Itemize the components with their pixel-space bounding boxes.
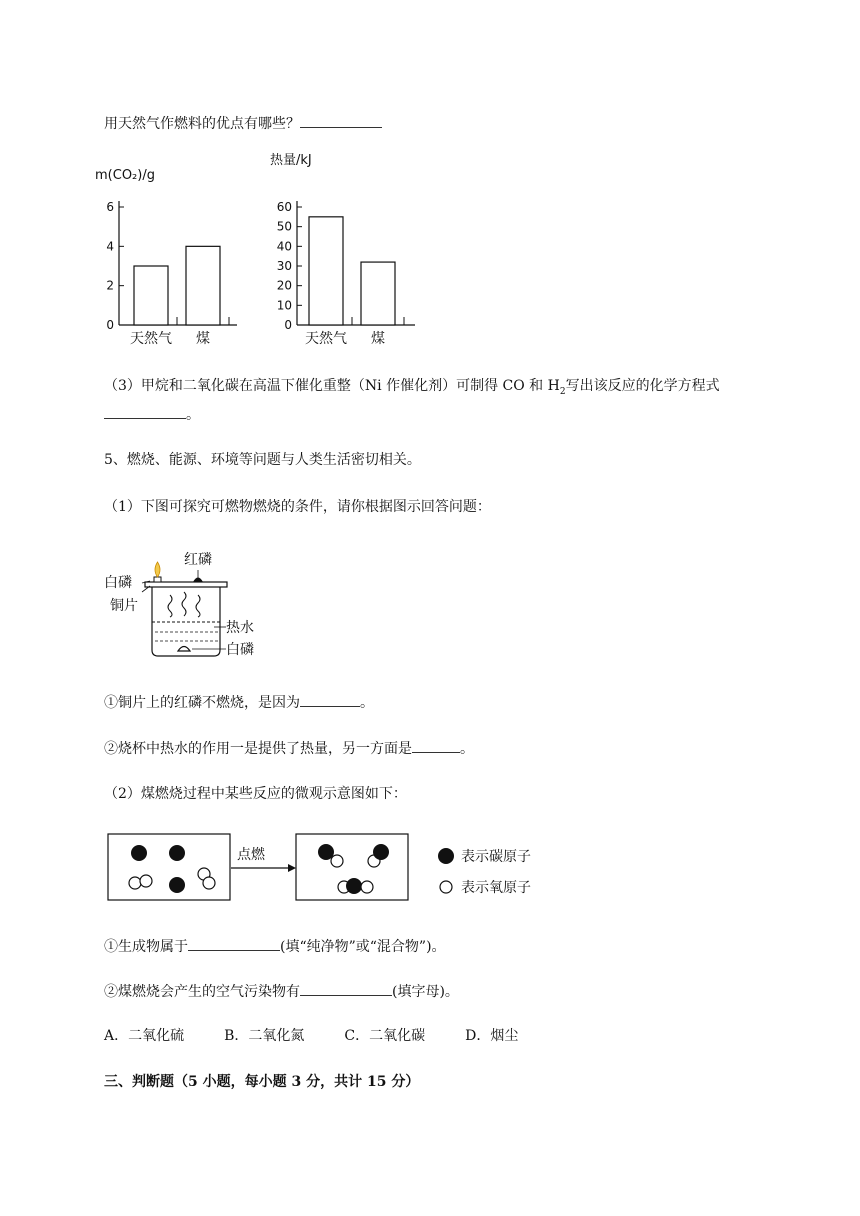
flame-icon — [155, 562, 160, 577]
y-tick-label: 4 — [106, 239, 114, 254]
y-axis-label: 热量/kJ — [270, 153, 312, 168]
answer-blank[interactable] — [188, 936, 280, 951]
carbon-atom-icon — [438, 848, 454, 864]
y-tick-label: 30 — [276, 259, 292, 273]
bar — [309, 217, 343, 325]
answer-blank[interactable] — [104, 404, 186, 419]
question-5-2-b: ②煤燃烧会产生的空气污染物有 (填字母)。 — [104, 981, 459, 1002]
options-row — [104, 1026, 558, 1046]
y-tick-label: 40 — [276, 239, 292, 254]
label-white-phosphorus-bottom: 白磷 — [226, 642, 254, 658]
answer-blank[interactable] — [300, 692, 360, 707]
x-tick-label: 煤 — [196, 331, 210, 347]
y-tick-label: 0 — [284, 318, 292, 332]
bar — [186, 246, 220, 325]
label-white-phosphorus-top: 白磷 — [104, 575, 132, 591]
x-tick-label: 煤 — [371, 331, 385, 347]
question-3-answer: 。 — [104, 404, 200, 425]
y-tick-label: 20 — [276, 278, 292, 293]
y-tick-label: 6 — [106, 200, 114, 214]
option-d[interactable]: D．烟尘 — [465, 1028, 519, 1044]
section-3-title: 三、判断题（5 小题，每小题 3 分，共计 15 分） — [104, 1074, 420, 1090]
chart-heat — [270, 150, 430, 355]
y-axis-label: m(CO₂)/g — [95, 168, 155, 183]
question-3: （3）甲烷和二氧化碳在高温下催化重整（Ni 作催化剂）可制得 CO 和 $H_2$写出该反应的化学方程式 — [104, 378, 720, 397]
question-5-2-a: ①生成物属于 (填“纯净物”或“混合物”)。 — [104, 936, 446, 957]
legend-carbon: 表示碳原子 — [461, 849, 531, 865]
bar — [134, 266, 168, 325]
arrow-label: 点燃 — [237, 847, 265, 863]
oxygen-atom-icon — [440, 881, 452, 893]
copper-plate — [145, 582, 227, 587]
option-a[interactable]: A．二氧化硫 — [104, 1028, 185, 1044]
chart-co2-mass — [95, 165, 250, 355]
y-tick-label: 50 — [276, 219, 292, 234]
question-5-1-b: ②烧杯中热水的作用一是提供了热量，另一方面是 。 — [104, 738, 474, 759]
question-5-1-a: ①铜片上的红磷不燃烧，是因为 。 — [104, 692, 374, 713]
y-tick-label: 2 — [106, 278, 114, 293]
question-5-1: （1）下图可探究可燃物燃烧的条件，请你根据图示回答问题： — [104, 499, 491, 515]
y-tick-label: 0 — [106, 318, 114, 332]
question-5-2: （2）煤燃烧过程中某些反应的微观示意图如下： — [104, 786, 407, 802]
answer-blank[interactable] — [412, 738, 460, 753]
legend-oxygen: 表示氧原子 — [461, 880, 531, 896]
figure-micro-reaction — [100, 826, 560, 908]
answer-blank[interactable] — [300, 113, 382, 128]
y-tick-label: 60 — [276, 200, 292, 214]
label-hot-water: 热水 — [226, 620, 254, 636]
option-c[interactable]: C．二氧化碳 — [344, 1028, 426, 1044]
white-phosphorus-underwater — [178, 647, 190, 652]
label-copper: 铜片 — [110, 598, 138, 614]
answer-blank[interactable] — [300, 981, 392, 996]
label-red-phosphorus: 红磷 — [184, 552, 212, 568]
option-b[interactable]: B．二氧化氮 — [224, 1028, 305, 1044]
reactants-box — [108, 834, 230, 900]
bar — [361, 262, 395, 325]
y-tick-label: 10 — [276, 298, 292, 313]
question-natural-gas-advantage: 用天然气作燃料的优点有哪些？ — [104, 113, 382, 134]
question-5-title: 5、燃烧、能源、环境等问题与人类生活密切相关。 — [104, 452, 421, 468]
x-tick-label: 天然气 — [305, 331, 347, 347]
red-phosphorus — [193, 578, 203, 583]
figure-burning-experiment — [100, 540, 280, 665]
x-tick-label: 天然气 — [130, 331, 172, 347]
